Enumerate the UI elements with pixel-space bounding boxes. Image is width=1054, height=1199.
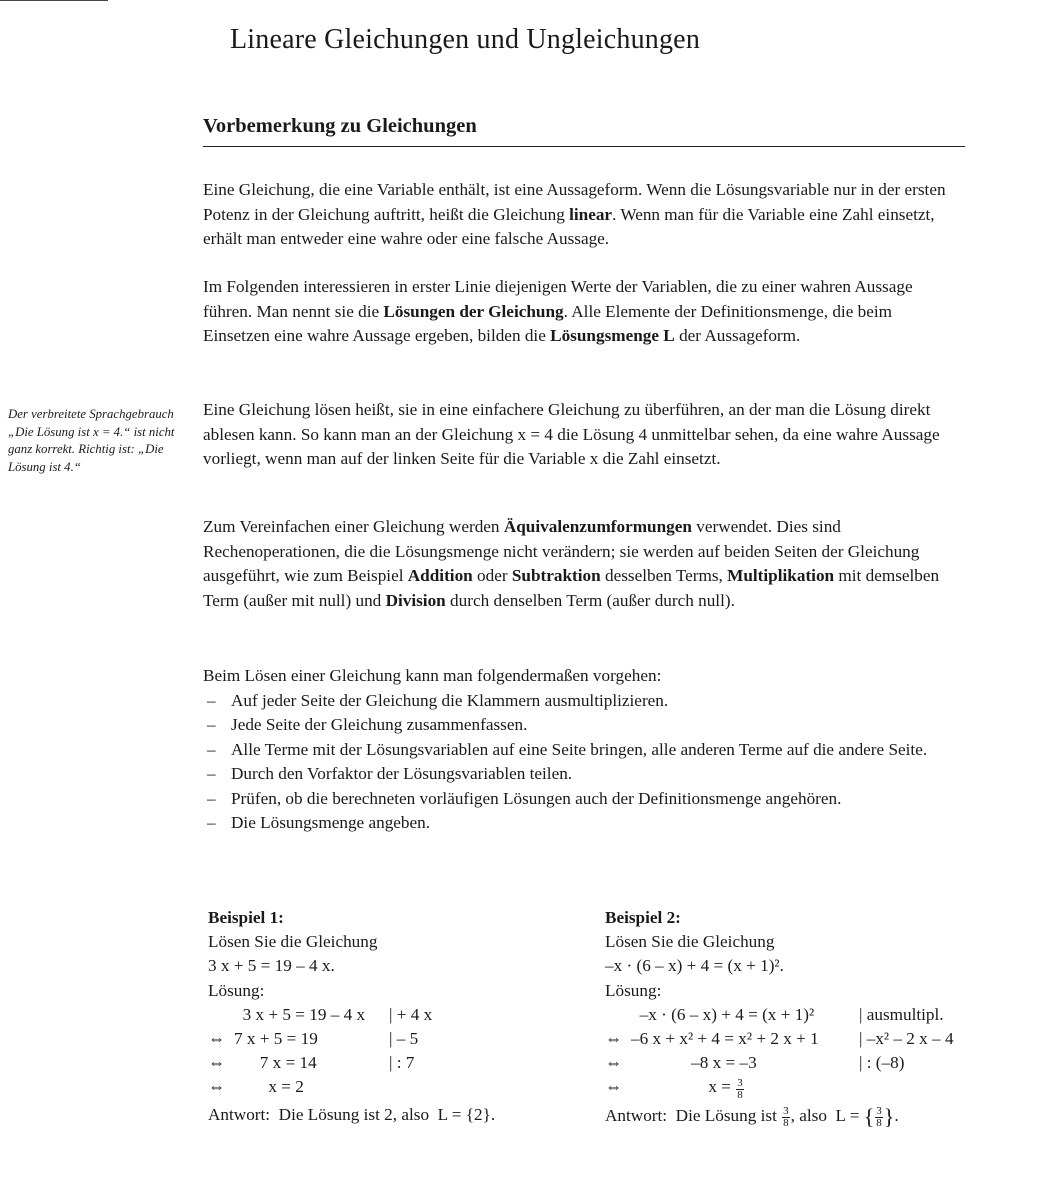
procedure-block [203,664,963,836]
term-subtraktion: Subtraktion [511,566,601,585]
example-1-equation: 3 x + 5 = 19 – 4 x. [208,956,335,976]
calc-operation: | ausmultipl. [859,1004,944,1024]
paragraph-2-text-a: Im Folgenden interessieren in erster Linie diejenigen Werte der Variablen, die zu einer wahren Aussage führen. Man nennt sie die [203,277,913,321]
paragraph-1-text-c: . Wenn man für die Variable eine Zahl einsetzt, erhält man entweder eine wahre oder eine falsche Aussage. [203,204,935,248]
fraction [736,1078,744,1101]
calc-row [605,1051,1025,1075]
equivalence-symbol: ⇔ [208,1053,226,1073]
calc-equation: –6 x + x² + 4 = x² + 2 x + 1 [631,1029,819,1049]
term-loesungen: Lösungen der Gleichung [383,301,564,321]
example-2 [605,906,1025,1129]
paragraph-4-text-i: mit demselben Term (außer mit null) und [203,566,940,610]
term-multiplikation: Multiplikation [727,566,835,585]
example-2-answer [605,1104,1025,1130]
calc-row [208,1003,568,1027]
calc-equation: x = 2 [234,1077,304,1097]
fraction-numerator: 3 [876,1105,882,1118]
calc-operation: | – 5 [389,1029,419,1049]
paragraph-4-text-g: desselben Terms, [600,566,728,585]
example-1-solution-label: Lösung: [208,980,265,1000]
equivalence-symbol: ⇔ [208,1077,226,1097]
example-2-answer-end: . [894,1105,899,1125]
equivalence-symbol: ⇔ [605,1053,623,1073]
paragraph-1-text-a: Eine Gleichung, die eine Variable enthält, ist eine Aussageform. Wenn die Lösungsvariable nur in der ersten Potenz in der Gleichung auftritt, heißt die Gleichung [203,180,946,224]
fraction-denominator: 8 [876,1117,882,1130]
list-item: – Auf jeder Seite der Gleichung die Klammern ausmultiplizieren. [203,689,963,714]
equivalence-symbol: ⇔ [605,1077,623,1097]
list-item: – Jede Seite der Gleichung zusammenfassen. [203,713,963,738]
equivalence-symbol: ⇔ [208,1029,226,1049]
calc-row [605,1003,1025,1027]
procedure-intro: Beim Lösen einer Gleichung kann man folgendermaßen vorgehen: [203,666,662,685]
calc-row [208,1051,568,1075]
fraction-denominator: 8 [737,1088,743,1101]
example-2-equation: –x · (6 – x) + 4 = (x + 1)². [605,956,784,976]
paragraph-4-text-e: oder [472,566,512,585]
calc-equation-text: x = [631,1077,736,1097]
example-2-task: Lösen Sie die Gleichung [605,932,775,952]
example-1-title: Beispiel 1: [208,908,284,927]
brace-open: { [863,1103,875,1129]
procedure-steps [203,689,963,836]
list-item: – Die Lösungsmenge angeben. [203,811,963,836]
term-loesungsmenge: Lösungsmenge L [550,326,675,345]
example-2-answer-text-a: Antwort: Die Lösung ist [605,1105,782,1125]
calc-row [208,1075,568,1099]
calc-equation: 3 x + 5 = 19 – 4 x [234,1004,366,1024]
paragraph-2-text-e: der Aussageform. [674,326,801,345]
page-title: Lineare Gleichungen und Ungleichungen [230,24,701,55]
calc-operation: | : 7 [389,1053,415,1073]
example-1-task: Lösen Sie die Gleichung [208,932,378,952]
term-linear: linear [569,204,613,224]
term-addition: Addition [407,566,473,585]
paragraph-4-text-k: durch denselben Term (außer durch null). [445,590,735,610]
calc-equation: –8 x = –3 [631,1053,757,1073]
paragraph-3: Eine Gleichung lösen heißt, sie in eine einfachere Gleichung zu überführen, an der man die Lösung direkt ablesen kann. So kann man an der Gleichung x = 4 die Lösung 4 unmittelbar sehen, da eine wahre Aussage vorliegt, wenn man auf der linken Seite für die Variable x die Zahl einsetzt. [203,400,940,468]
paragraph-2 [203,275,963,349]
fraction [782,1106,790,1129]
calc-operation: | + 4 x [389,1004,433,1024]
section-heading: Vorbemerkung zu Gleichungen [203,115,477,137]
section-divider [203,146,965,147]
calc-operation: | : (–8) [859,1053,905,1073]
calc-row [208,1027,568,1051]
fraction-numerator: 3 [737,1076,743,1089]
paragraph-2-text-c: . Alle Elemente der Definitionsmenge, die beim Einsetzen eine wahre Aussage ergeben, bilden die [203,301,892,345]
calc-row [605,1075,1025,1101]
paragraph-4 [203,515,963,613]
equivalence-symbol: ⇔ [605,1029,623,1049]
margin-note: Der verbreitete Sprachgebrauch „Die Lösung ist x = 4.“ ist nicht ganz korrekt. Richtig ist: „Die Lösung ist 4.“ [8,407,175,474]
example-2-answer-text-b: , also L = [790,1105,864,1125]
list-item: – Alle Terme mit der Lösungsvariablen auf eine Seite bringen, alle anderen Terme auf die andere Seite. [203,738,963,763]
paragraph-4-text-a: Zum Vereinfachen einer Gleichung werden [203,517,504,536]
fraction-denominator: 8 [783,1117,789,1130]
example-2-solution-label: Lösung: [605,980,662,1000]
list-item: – Prüfen, ob die berechneten vorläufigen Lösungen auch der Definitionsmenge angehören. [203,787,963,812]
fraction-numerator: 3 [783,1105,789,1118]
paragraph-1 [203,178,963,252]
calc-operation: | –x² – 2 x – 4 [859,1029,954,1049]
example-1 [208,906,568,1127]
equivalence-symbol [605,1003,631,1027]
fraction [875,1106,883,1129]
calc-equation [631,1075,859,1101]
example-1-answer: Antwort: Die Lösung ist 2, also L = {2}. [208,1104,496,1124]
list-item: – Durch den Vorfaktor der Lösungsvariablen teilen. [203,762,963,787]
paragraph-4-text-c: verwendet. Dies sind Rechenoperationen, die die Lösungsmenge nicht verändern; sie werden auf beiden Seiten der Gleichung ausgeführt, wie zum Beispiel [203,517,920,585]
term-aequivalenzumformungen: Äquivalenzumformungen [503,517,692,536]
brace-close: } [883,1103,895,1129]
term-division: Division [385,590,446,610]
calc-equation: 7 x = 14 [234,1053,317,1073]
calc-equation: 7 x + 5 = 19 [234,1029,318,1049]
example-2-title: Beispiel 2: [605,908,681,927]
calc-row [605,1027,1025,1051]
equivalence-symbol [208,1003,234,1027]
top-edge-line [0,0,108,1]
calc-equation: –x · (6 – x) + 4 = (x + 1)² [631,1004,815,1024]
